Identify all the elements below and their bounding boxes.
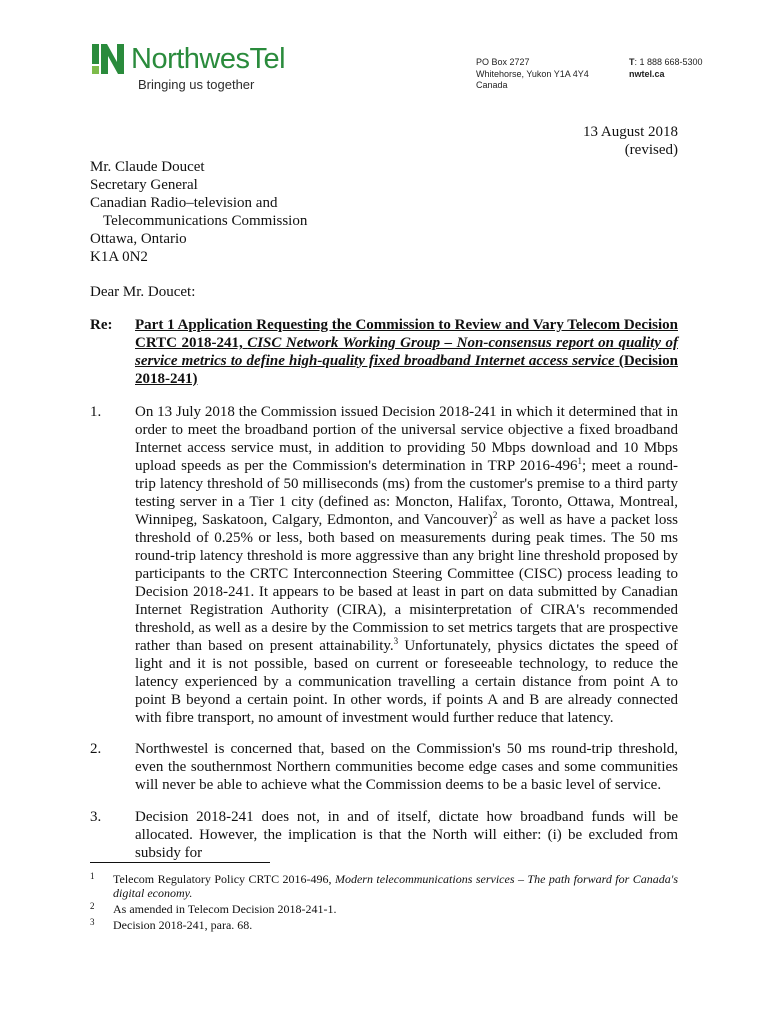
brand-name: NorthwesTel (131, 43, 286, 75)
footnote-text: As amended in Telecom Decision 2018-241-1. (113, 902, 337, 916)
mailing-address (476, 57, 589, 92)
footnote-number: 2 (90, 901, 95, 911)
paragraph-number: 1. (90, 404, 102, 420)
recipient-line: Canadian Radio–television and (90, 195, 278, 211)
address-line: PO Box 2727 (476, 57, 530, 67)
revision-note: (revised) (624, 142, 678, 158)
address-line: Canada (476, 80, 508, 90)
salutation: Dear Mr. Doucet: (90, 284, 196, 300)
recipient-line: Mr. Claude Doucet (90, 159, 205, 175)
recipient-line: K1A 0N2 (90, 249, 148, 265)
paragraph-number: 3. (90, 809, 102, 825)
footnote-divider (90, 862, 270, 863)
re-label: Re: (90, 317, 113, 333)
website: nwtel.ca (629, 68, 665, 79)
northwestel-logo (90, 42, 285, 92)
recipient-address (90, 158, 307, 266)
paragraph-text: Northwestel is concerned that, based on the Commission's 50 ms round-trip threshold, even the southernmost Northern communities become edge cases and some communities will never be able to achieve what the Commission deems to be a basic level of service. (135, 741, 678, 793)
recipient-line: Ottawa, Ontario (90, 231, 187, 247)
footnote-ref: 3 (393, 636, 399, 646)
paragraph-text: Decision 2018-241 does not, in and of itself, dictate how broadband funds will be allocated. However, the implication is that the North will either: (i) be excluded from subsidy for (135, 809, 678, 861)
contact-info (629, 57, 703, 80)
northwestel-mark-icon (90, 42, 126, 76)
paragraph-number: 2. (90, 741, 102, 757)
letter-date: 13 August 2018 (582, 124, 678, 140)
footnote-text: Telecom Regulatory Policy CRTC 2016-496, Modern telecommunications services – The path forward for Canada's digital economy. (113, 872, 678, 900)
tagline: Bringing us together (138, 77, 255, 92)
recipient-line: Secretary General (90, 177, 198, 193)
address-line: Whitehorse, Yukon Y1A 4Y4 (476, 68, 589, 79)
re-subject: Part 1 Application Requesting the Commission to Review and Vary Telecom Decision CRTC 2018-241, CISC Network Working Group – Non-consensus report on quality of service metrics to define high-quality fixed broadband Internet access service (Decision 2018-241) (135, 317, 678, 387)
date-block (583, 123, 678, 159)
paragraph-text: On 13 July 2018 the Commission issued Decision 2018-241 in which it determined that in order to meet the broadband portion of the universal service objective a fixed broadband Internet access service must, in addition to providing 50 Mbps download and 10 Mbps upload speeds as per the Commission's determination in TRP $2016-496^1$; meet a round-trip latency threshold of 50 milliseconds (ms) from the customer's premise to a third party testing server in a Tier 1 city (defined as: Moncton, Halifax, Toronto, Ottawa, Montreal, Winnipeg, Saskatoon, Calgary, Edmonton, and Vancouver)$^2$ as well as have a packet loss threshold of 0.25% or less, both based on measurements during peak times. The 50 ms round-trip latency threshold is more aggressive than any bright line threshold proposed by participants to the CRTC Interconnection Steering Committee (CISC) process leading to Decision 2018-241. It appears to be based at least in part on data submitted by Canadian Internet Registration Authority (CIRA), a misinterpretation of CIRA's recommended threshold, as well as a desire by the Commission to set metrics targets that are prospective rather than based on present attainability.$^3$ Unfortunately, physics dictates the speed of light and it is not possible, based on current or foreseeable technology, to reduce the latency experienced by a communication travelling a certain distance from point A to point B beyond a certain point. In other words, if points A and B are already connected with fibre transport, no amount of investment would further reduce that latency. (135, 404, 678, 726)
footnote-ref: 2 (492, 510, 498, 520)
footnote-number: 3 (90, 917, 95, 927)
footnote-number: 1 (90, 871, 95, 881)
phone-label: T (629, 57, 635, 67)
footnote-text: Decision 2018-241, para. 68. (113, 918, 253, 932)
phone-number: : 1 888 668-5300 (634, 57, 703, 67)
recipient-line: Telecommunications Commission (103, 213, 308, 229)
footnote-ref: 1 (577, 456, 582, 466)
